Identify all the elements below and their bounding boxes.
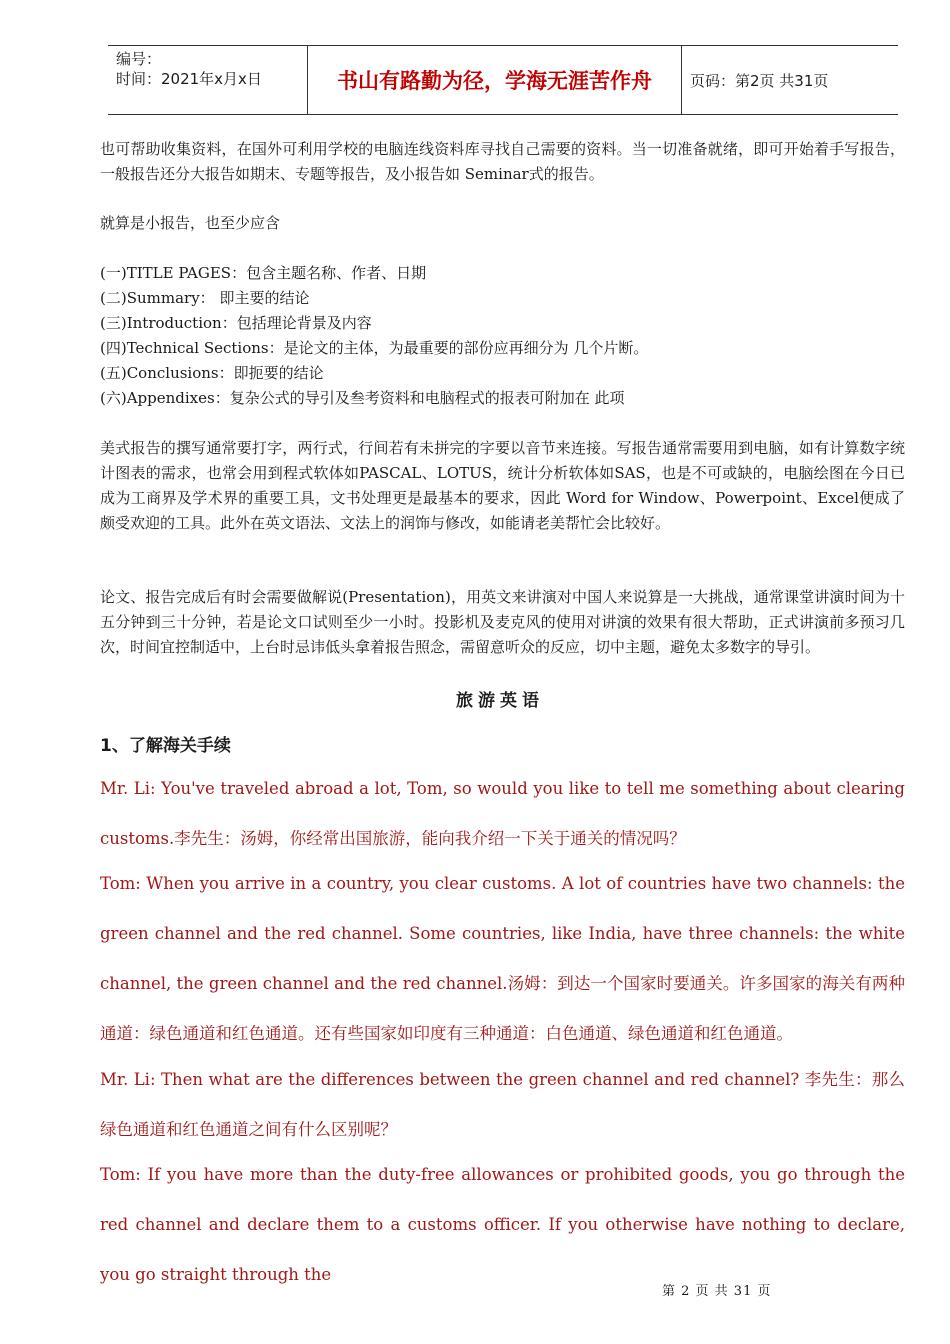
list-item: (四)Technical Sections：是论文的主体，为最重要的部份应再细分为 几个片断。 <box>100 339 649 357</box>
document-number-label: 编号： <box>116 50 162 68</box>
header-motto-cell <box>308 46 682 114</box>
dialogue-line: Tom: When you arrive in a country, you clear customs. A lot of countries have two channels: the green channel and the red channel. Some countries, like India, have three channels: the white channel, the green channel and the red channel.汤姆：到达一个国家时要通关。许多国家的海关有两种通道：绿色通道和红色通道。还有些国家如印度有三种通道：白色通道、绿色通道和红色通道。 <box>100 874 905 1043</box>
dialogue-line: Tom: If you have more than the duty-free allowances or prohibited goods, you go through the red channel and declare them to a customs officer. If you otherwise have nothing to declare, you go straight through the <box>100 1165 905 1284</box>
dialogue-line: Mr. Li: You've traveled abroad a lot, Tom, so would you like to tell me something about clearing customs.李先生：汤姆，你经常出国旅游，能向我介绍一下关于通关的情况吗？ <box>100 779 905 848</box>
paragraph-report-requirements: 就算是小报告，也至少应含 <box>100 214 281 232</box>
header-meta <box>108 46 308 114</box>
page-header <box>108 45 898 115</box>
header-page-info: 页码：第2页 共31页 <box>690 71 829 90</box>
list-item: (六)Appendixes：复杂公式的导引及叁考资料和电脑程式的报表可附加在 此项 <box>100 389 625 407</box>
list-item: (一)TITLE PAGES：包含主题名称、作者、日期 <box>100 264 427 282</box>
list-item: (五)Conclusions：即扼要的结论 <box>100 364 324 382</box>
paragraph-presentation: 论文、报告完成后有时会需要做解说(Presentation)，用英文来讲演对中国人来说算是一大挑战，通常课堂讲演时间为十五分钟到三十分钟，若是论文口试则至少一小时。投影机及麦克风的使用对讲演的效果有很大帮助，正式讲演前多预习几次，时间宜控制适中，上台时忌讳低头拿着报告照念，需留意听众的反应，切中主题，避免太多数字的导引。 <box>100 588 905 656</box>
section-title: 旅游英语 <box>456 691 544 711</box>
section-heading: 1、了解海关手续 <box>100 736 231 756</box>
paragraph-intro: 也可帮助收集资料，在国外可利用学校的电脑连线资料库寻找自己需要的资料。当一切准备就绪，即可开始着手写报告，一般报告还分大报告如期末、专题等报告，及小报告如 Seminar式的报告。 <box>100 140 905 183</box>
dialogue-line: Mr. Li: Then what are the differences between the green channel and red channel? 李先生：那么绿色通道和红色通道之间有什么区别呢？ <box>100 1070 905 1139</box>
page-footer: 第 2 页 共 31 页 <box>662 1284 772 1299</box>
list-item: (三)Introduction：包括理论背景及内容 <box>100 314 372 332</box>
list-item: (二)Summary： 即主要的结论 <box>100 289 310 307</box>
paragraph-american-report: 美式报告的撰写通常要打字，两行式，行间若有未拼完的字要以音节来连接。写报告通常需要用到电脑，如有计算数字统计图表的需求，也常会用到程式软体如PASCAL、LOTUS，统计分析软体如SAS，也是不可或缺的，电脑绘图在今日已成为工商界及学术界的重要工具，文书处理更是最基本的要求，因此 Word for Window、Powerpoint、Excel便成了颇受欢迎的工具。此外在英文语法、文法上的润饰与修改，如能请老美帮忙会比较好。 <box>100 439 905 532</box>
document-date: 时间：2021年x月x日 <box>116 70 262 88</box>
header-motto: 书山有路勤为径，学海无涯苦作舟 <box>337 68 652 93</box>
